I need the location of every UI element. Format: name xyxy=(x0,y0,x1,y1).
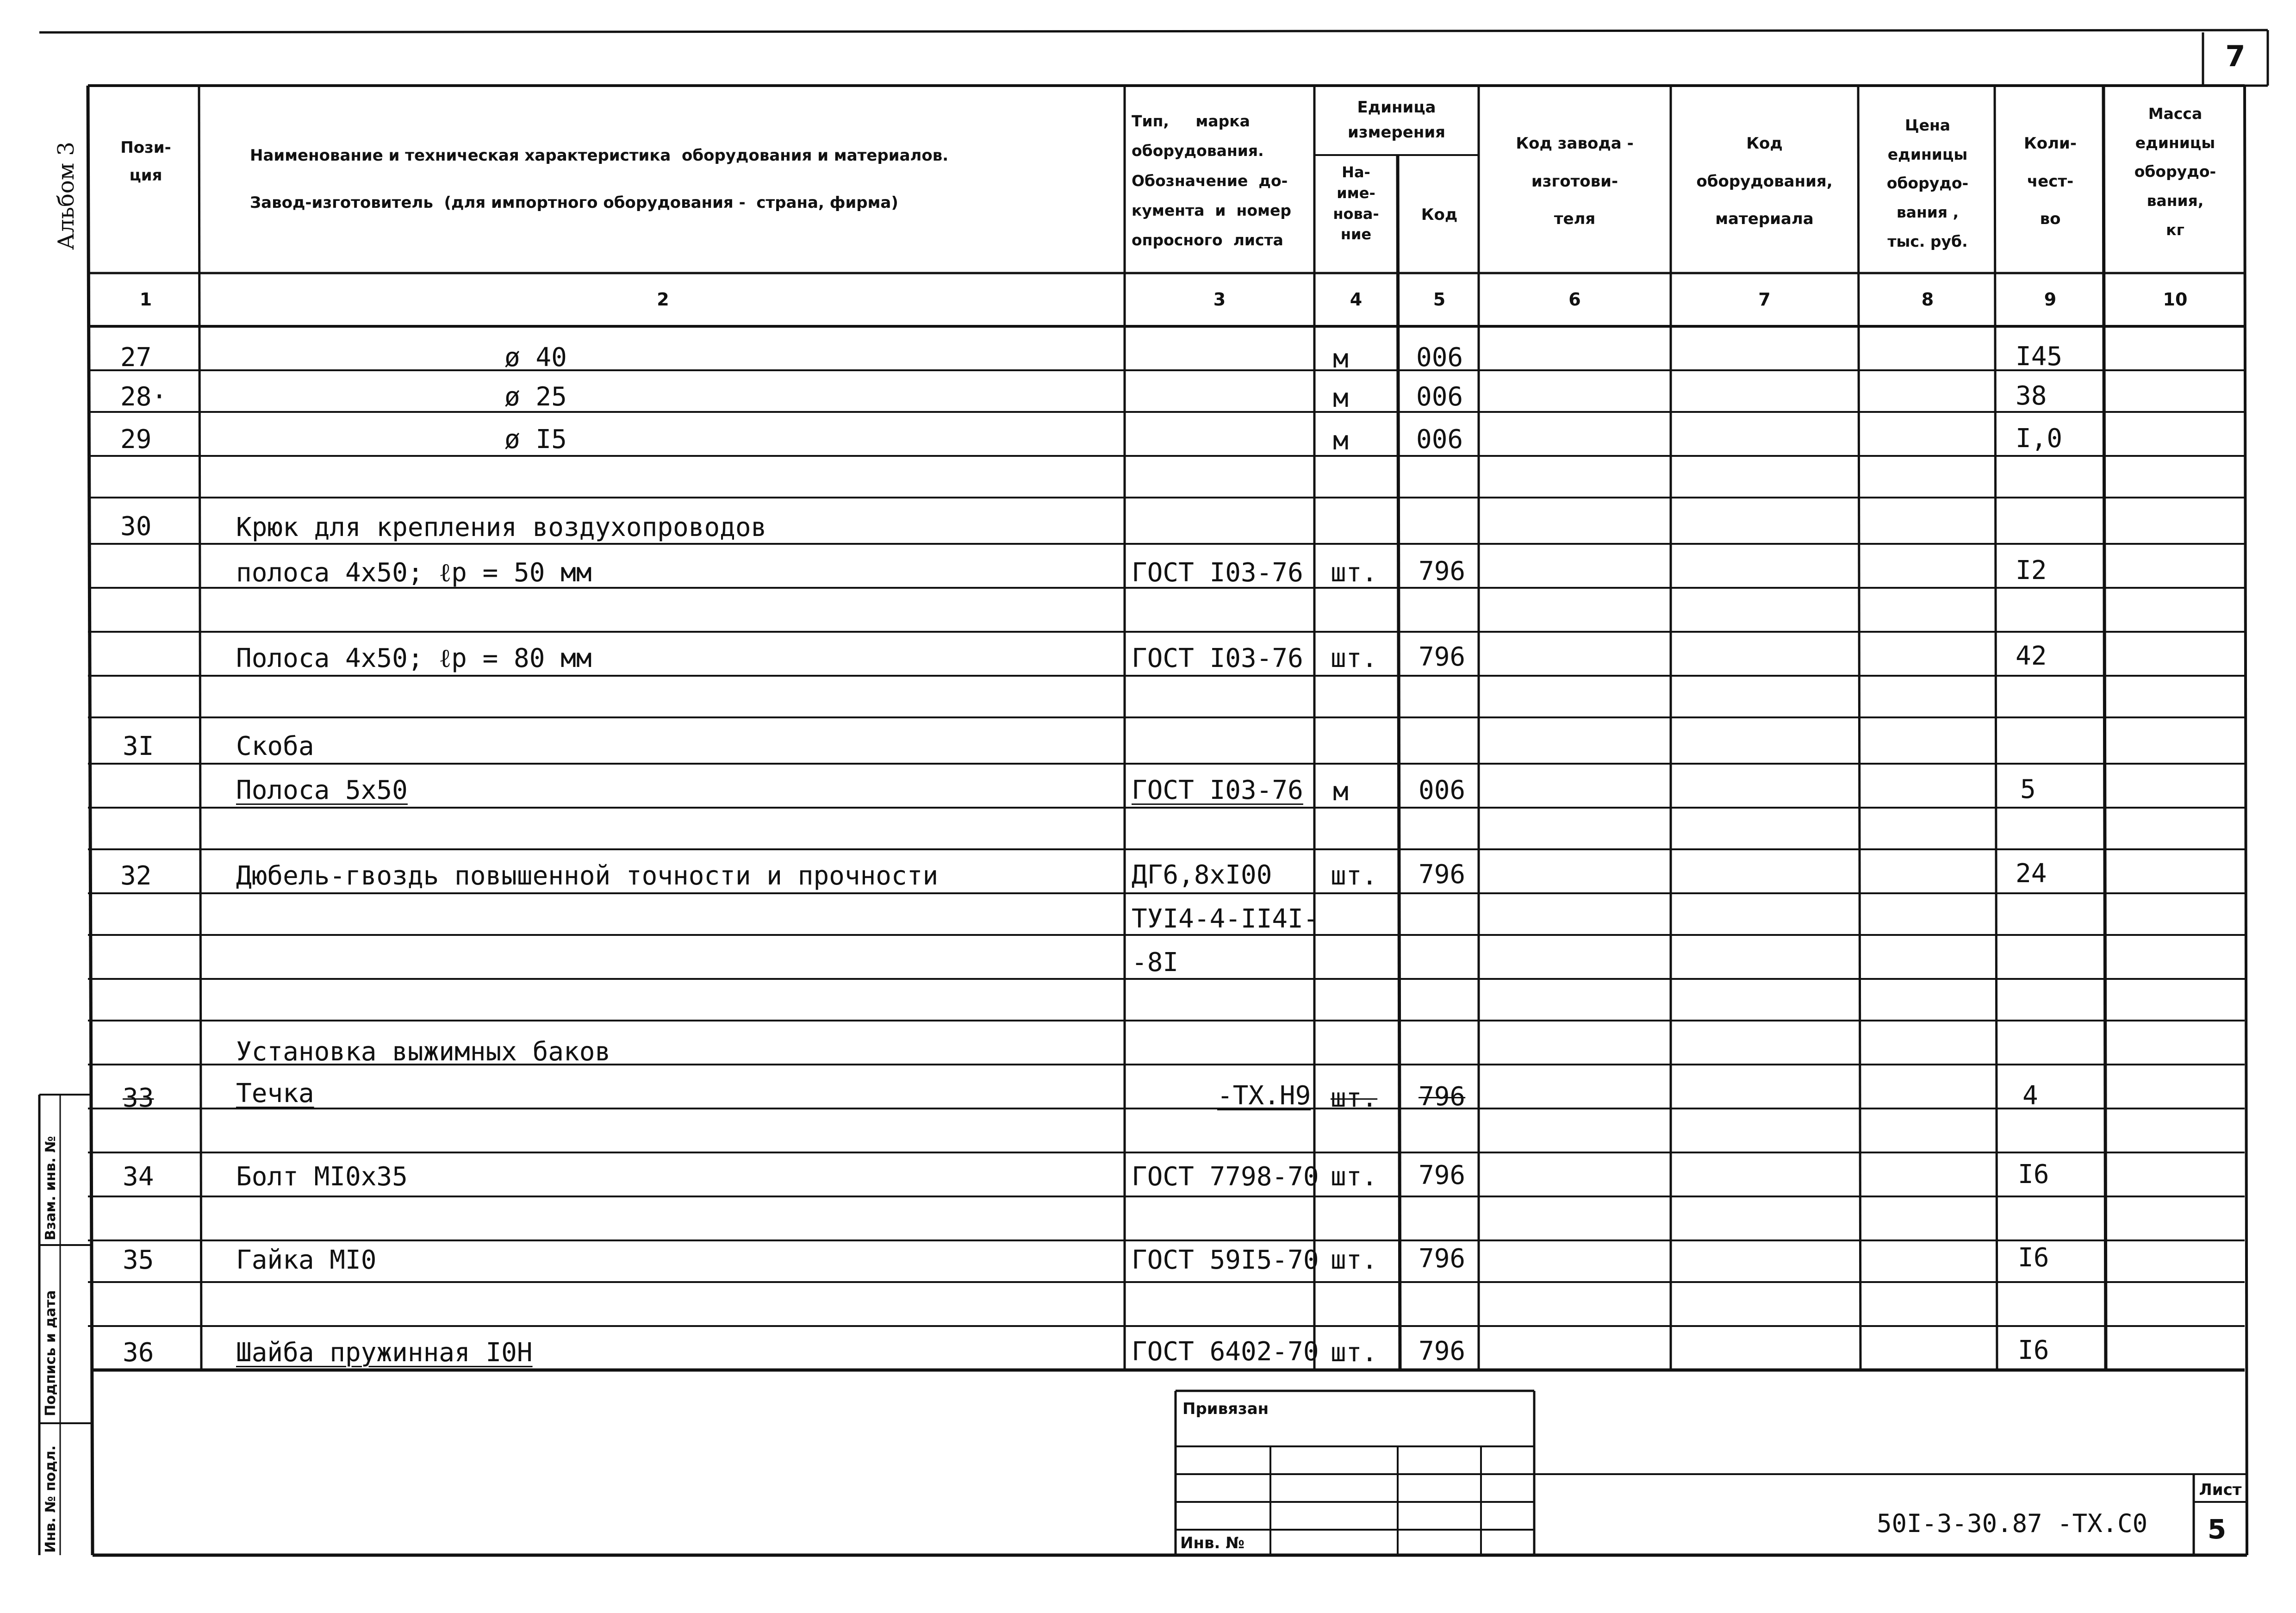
row-document: ДГ6,8хI00 xyxy=(1132,860,1272,890)
row-name: Скоба xyxy=(236,731,314,761)
row-position: 35 xyxy=(123,1245,154,1275)
row-position: 33 xyxy=(123,1083,154,1113)
row-name: ø 25 xyxy=(504,382,567,412)
row-code: 796 xyxy=(1419,1336,1466,1366)
row-position: 28· xyxy=(120,382,168,412)
row-quantity: I45 xyxy=(2016,342,2063,372)
row-unit: шт. xyxy=(1331,643,1378,673)
row-name: Болт МI0х35 xyxy=(236,1162,408,1192)
row-unit: шт. xyxy=(1331,1338,1378,1368)
row-unit: м xyxy=(1333,426,1349,456)
header-unit-name: На- име- нова- ние xyxy=(1333,163,1379,243)
row-unit: м xyxy=(1333,383,1349,413)
header-name: Наименование и техническая характеристика оборудования и материалов. Завод-изготовитель (для импортного оборудования - страна, фирма) xyxy=(250,146,949,212)
row-name: Течка xyxy=(236,1078,314,1109)
header-type: Тип, марка оборудования. Обозначение до- кумента и номер опросного листа xyxy=(1132,112,1291,249)
column-number: 4 xyxy=(1350,289,1363,310)
header-unit-code: Код xyxy=(1421,206,1458,224)
row-document: ГОСТ 6402-70 xyxy=(1132,1337,1319,1367)
row-code: 796 xyxy=(1419,1160,1466,1190)
row-code: 796 xyxy=(1419,1082,1466,1112)
row-position: 30 xyxy=(120,511,152,542)
corner-sheet-number: 7 xyxy=(2225,39,2246,73)
row-document: ГОСТ I03-76 xyxy=(1132,643,1303,673)
linked-label: Привязан xyxy=(1182,1400,1269,1418)
row-code: 796 xyxy=(1419,556,1466,586)
row-code: 006 xyxy=(1416,343,1463,373)
column-number: 3 xyxy=(1213,289,1226,310)
column-number: 10 xyxy=(2163,289,2188,310)
row-quantity: I6 xyxy=(2018,1335,2049,1365)
row-document: ГОСТ 59I5-70 xyxy=(1132,1245,1319,1275)
row-position: 29 xyxy=(120,424,152,455)
header-equipment-code: Код оборудования, материала xyxy=(1696,134,1833,229)
row-unit: шт. xyxy=(1331,861,1378,891)
side-stamp-label: Подпись и дата xyxy=(43,1290,59,1416)
side-stamp-label: Инв. № подл. xyxy=(43,1445,59,1553)
row-document: ГОСТ I03-76 xyxy=(1132,775,1303,805)
header-price: Цена единицы оборудо- вания , тыс. руб. xyxy=(1886,116,1969,250)
row-name: Крюк для крепления воздухопроводов xyxy=(236,512,767,542)
row-code: 006 xyxy=(1419,775,1466,805)
row-position: 36 xyxy=(123,1338,154,1368)
row-name: Полоса 5х50 xyxy=(236,775,408,805)
sheet-number: 5 xyxy=(2207,1513,2227,1545)
row-position: 3I xyxy=(123,731,154,761)
row-unit: шт. xyxy=(1331,1245,1378,1275)
row-quantity: I6 xyxy=(2018,1159,2049,1190)
column-number: 2 xyxy=(657,289,669,310)
row-unit: шт. xyxy=(1331,1162,1378,1192)
row-unit: шт. xyxy=(1331,558,1378,588)
header-position: Пози- ция xyxy=(120,138,171,185)
sheet-label: Лист xyxy=(2199,1481,2242,1499)
section-heading: Установка выжимных баков xyxy=(236,1037,611,1067)
row-code: 796 xyxy=(1419,1244,1466,1274)
row-unit: м xyxy=(1333,777,1349,807)
header-unit-group: Единица измерения xyxy=(1348,98,1445,142)
row-position: 32 xyxy=(120,861,152,891)
row-quantity: 24 xyxy=(2016,859,2047,889)
side-stamp-label: Взам. инв. № xyxy=(43,1136,59,1240)
column-number: 7 xyxy=(1758,289,1771,310)
row-position: 34 xyxy=(123,1162,154,1192)
row-quantity: 38 xyxy=(2016,381,2047,411)
header-factory-code: Код завода - изготови- теля xyxy=(1516,134,1634,229)
row-name: Полоса 4х50; ℓp = 80 мм xyxy=(236,643,592,673)
header-quantity: Коли- чест- во xyxy=(2024,134,2077,229)
header-mass: Масса единицы оборудо- вания, кг xyxy=(2134,105,2216,239)
row-quantity: I2 xyxy=(2016,555,2047,585)
row-name: Дюбель-гвоздь повышенной точности и прочности xyxy=(236,861,939,891)
row-document: -ТХ.Н9 xyxy=(1217,1081,1311,1111)
row-code: 006 xyxy=(1416,424,1463,455)
row-name: Шайба пружинная I0Н xyxy=(236,1338,533,1368)
row-code: 796 xyxy=(1419,642,1466,672)
row-name: Гайка МI0 xyxy=(236,1245,377,1275)
album-label: Альбом 3 xyxy=(53,142,79,250)
column-number: 8 xyxy=(1921,289,1934,310)
column-number: 9 xyxy=(2044,289,2057,310)
row-quantity: 4 xyxy=(2022,1081,2038,1111)
inventory-label: Инв. № xyxy=(1180,1534,1245,1552)
row-document: ТУI4-4-II4I- xyxy=(1132,904,1319,934)
row-code: 796 xyxy=(1419,859,1466,890)
row-quantity: 5 xyxy=(2020,774,2036,804)
row-name: ø 40 xyxy=(504,343,567,373)
row-position: 27 xyxy=(120,343,152,373)
row-unit: шт. xyxy=(1331,1083,1378,1113)
row-unit: м xyxy=(1333,344,1349,374)
document-designation: 50I-3-30.87 -ТХ.С0 xyxy=(1877,1509,2148,1538)
column-number: 6 xyxy=(1568,289,1581,310)
row-document: -8I xyxy=(1132,947,1179,978)
row-document: ГОСТ I03-76 xyxy=(1132,558,1303,588)
row-name: ø I5 xyxy=(504,424,567,455)
column-number: 1 xyxy=(139,289,152,310)
column-number: 5 xyxy=(1433,289,1446,310)
row-quantity: 42 xyxy=(2016,641,2047,671)
row-name: полоса 4х50; ℓp = 50 мм xyxy=(236,558,592,588)
row-quantity: I6 xyxy=(2018,1243,2049,1273)
row-document: ГОСТ 7798-70 xyxy=(1132,1162,1319,1192)
row-code: 006 xyxy=(1416,382,1463,412)
row-quantity: I,0 xyxy=(2016,423,2063,454)
